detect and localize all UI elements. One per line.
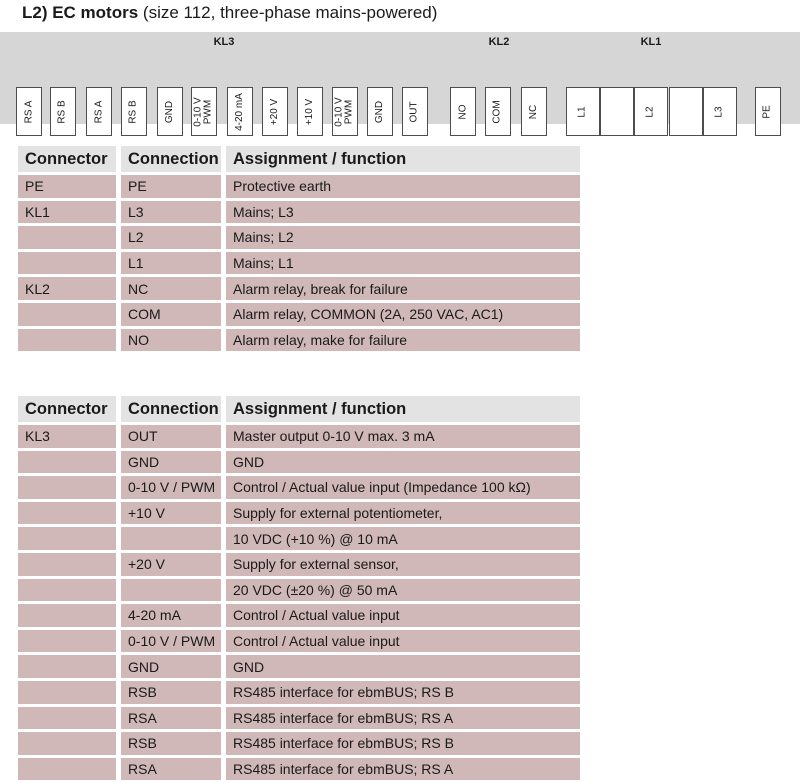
page-title <box>22 2 437 24</box>
table-row <box>18 451 580 474</box>
terminal: 4-20 mA <box>227 87 253 136</box>
cell-assignment: GND <box>226 451 580 474</box>
terminal: RS A <box>86 87 112 136</box>
table-row <box>18 277 580 300</box>
cell-connection: RSA <box>121 707 221 730</box>
cell-connector <box>18 758 116 781</box>
cell-assignment: Mains; L2 <box>226 226 580 249</box>
cell-connector: PE <box>18 175 116 198</box>
table-row <box>18 226 580 249</box>
terminal: RS A <box>16 87 42 136</box>
header-connection: Connection <box>121 146 221 172</box>
terminal: 0-10 V PWM <box>332 87 358 136</box>
header-connection: Connection <box>121 396 221 422</box>
cell-assignment: 20 VDC (±20 %) @ 50 mA <box>226 579 580 602</box>
title-prefix: L2) EC motors <box>22 3 139 22</box>
terminal: NC <box>521 87 547 136</box>
table-row <box>18 732 580 755</box>
table-row <box>18 758 580 781</box>
table-header-row <box>18 396 580 422</box>
table-row <box>18 553 580 576</box>
table-row <box>18 502 580 525</box>
cell-assignment: RS485 interface for ebmBUS; RS B <box>226 732 580 755</box>
table-row <box>18 527 580 550</box>
table-row <box>18 476 580 499</box>
table-row <box>18 655 580 678</box>
cell-connector <box>18 655 116 678</box>
terminal: L3 <box>703 87 737 136</box>
cell-connection: RSB <box>121 732 221 755</box>
cell-connection: L2 <box>121 226 221 249</box>
cell-connection <box>121 579 221 602</box>
cell-connection: PE <box>121 175 221 198</box>
cell-assignment: Protective earth <box>226 175 580 198</box>
cell-connector <box>18 630 116 653</box>
cell-connector <box>18 527 116 550</box>
cell-connection: COM <box>121 303 221 326</box>
cell-connection: NC <box>121 277 221 300</box>
title-suffix: (size 112, three-phase mains-powered) <box>138 3 438 22</box>
table-row <box>18 579 580 602</box>
terminal-strip <box>0 32 800 131</box>
terminal: OUT <box>402 87 428 136</box>
terminal: COM <box>485 87 511 136</box>
cell-assignment: GND <box>226 655 580 678</box>
table-row <box>18 252 580 275</box>
cell-connection: 0-10 V / PWM <box>121 630 221 653</box>
table-row <box>18 201 580 224</box>
cell-assignment: Alarm relay, make for failure <box>226 329 580 352</box>
table-row <box>18 329 580 352</box>
cell-connection: GND <box>121 451 221 474</box>
cell-assignment: 10 VDC (+10 %) @ 10 mA <box>226 527 580 550</box>
cell-connector <box>18 252 116 275</box>
cell-connector <box>18 451 116 474</box>
cell-assignment: RS485 interface for ebmBUS; RS A <box>226 758 580 781</box>
cell-connection: 0-10 V / PWM <box>121 476 221 499</box>
table-row <box>18 604 580 627</box>
cell-connection: GND <box>121 655 221 678</box>
cell-assignment: Mains; L1 <box>226 252 580 275</box>
cell-assignment: Alarm relay, COMMON (2A, 250 VAC, AC1) <box>226 303 580 326</box>
control-interface-table <box>18 393 580 783</box>
cell-connector <box>18 303 116 326</box>
group-label-kl1: KL1 <box>640 36 662 48</box>
cell-assignment: Master output 0-10 V max. 3 mA <box>226 425 580 448</box>
cell-assignment: Control / Actual value input <box>226 630 580 653</box>
cell-connection: L3 <box>121 201 221 224</box>
table-row <box>18 175 580 198</box>
terminal: 0-10 V PWM <box>191 87 217 136</box>
terminal: NO <box>450 87 476 136</box>
terminal: GND <box>367 87 393 136</box>
terminal: L1 <box>566 87 600 136</box>
terminal: PE <box>755 87 781 136</box>
header-connector: Connector <box>18 146 116 172</box>
terminal: GND <box>157 87 183 136</box>
header-assignment: Assignment / function <box>226 146 580 172</box>
table-row <box>18 681 580 704</box>
table-row <box>18 707 580 730</box>
cell-connector <box>18 604 116 627</box>
cell-connection: +20 V <box>121 553 221 576</box>
cell-connection: L1 <box>121 252 221 275</box>
cell-connector <box>18 226 116 249</box>
cell-connection: NO <box>121 329 221 352</box>
terminal: RS B <box>121 87 147 136</box>
terminal: +20 V <box>262 87 288 136</box>
cell-connection: RSB <box>121 681 221 704</box>
cell-assignment: Alarm relay, break for failure <box>226 277 580 300</box>
cell-connector <box>18 476 116 499</box>
terminal: L2 <box>634 87 668 136</box>
table-header-row <box>18 146 580 172</box>
cell-assignment: Supply for external sensor, <box>226 553 580 576</box>
cell-connector: KL2 <box>18 277 116 300</box>
cell-assignment: RS485 interface for ebmBUS; RS B <box>226 681 580 704</box>
table-row <box>18 425 580 448</box>
cell-connection: OUT <box>121 425 221 448</box>
cell-connector <box>18 681 116 704</box>
cell-connector: KL3 <box>18 425 116 448</box>
cell-connector <box>18 502 116 525</box>
group-label-kl3: KL3 <box>213 36 235 48</box>
cell-connector <box>18 732 116 755</box>
terminal: RS B <box>50 87 76 136</box>
cell-connection: RSA <box>121 758 221 781</box>
header-connector: Connector <box>18 396 116 422</box>
mains-relay-table <box>18 143 580 354</box>
table-row <box>18 630 580 653</box>
cell-connector <box>18 329 116 352</box>
cell-connector: KL1 <box>18 201 116 224</box>
cell-assignment: Control / Actual value input (Impedance 100 kΩ) <box>226 476 580 499</box>
terminal <box>600 87 634 136</box>
cell-connection: +10 V <box>121 502 221 525</box>
header-assignment: Assignment / function <box>226 396 580 422</box>
cell-connection <box>121 527 221 550</box>
cell-connector <box>18 553 116 576</box>
cell-assignment: Mains; L3 <box>226 201 580 224</box>
table-row <box>18 303 580 326</box>
group-label-kl2: KL2 <box>488 36 510 48</box>
terminal: +10 V <box>297 87 323 136</box>
cell-assignment: Supply for external potentiometer, <box>226 502 580 525</box>
cell-assignment: RS485 interface for ebmBUS; RS A <box>226 707 580 730</box>
cell-assignment: Control / Actual value input <box>226 604 580 627</box>
terminal <box>669 87 703 136</box>
cell-connector <box>18 579 116 602</box>
cell-connection: 4-20 mA <box>121 604 221 627</box>
cell-connector <box>18 707 116 730</box>
